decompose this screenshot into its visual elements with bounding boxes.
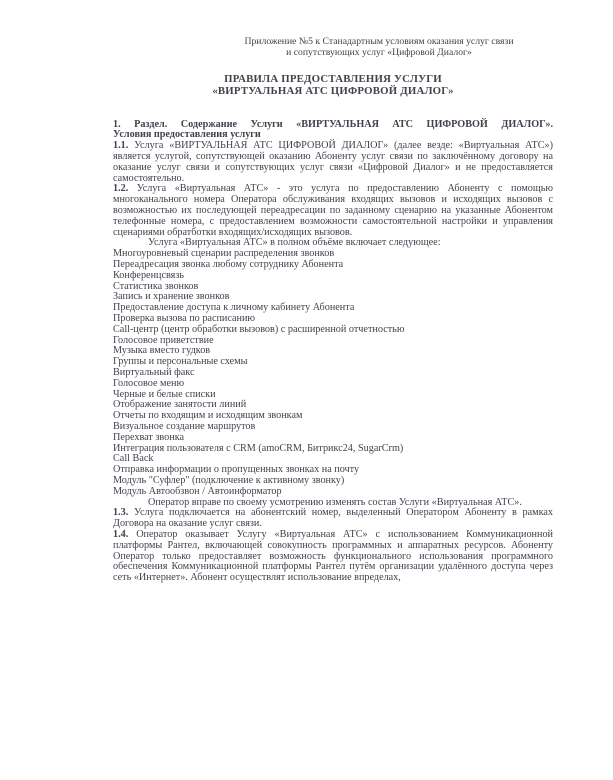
header-note-line1: Приложение №5 к Станадартным условиям оказания услуг связи	[244, 36, 514, 47]
feature-item: Модуль Автообзвон / Автоинформатор	[113, 485, 282, 497]
feature-item: Многоуровневый сценарии распределения звонков	[113, 248, 335, 260]
feature-item: Проверка вызова по расписанию	[113, 312, 256, 324]
clause-text-1-4: Оператор оказывает Услугу «Виртуальная АТС» с использованием Коммуникационной платформы Рантел, включающей совокупность программных и аппаратных ресурсов. Абоненту Оператор только предоставляет возможность функционального использования программного обеспечения Коммуникационной платформы Рантел путём организации удалённого доступа через сеть «Интернет». Абонент осуществлят использование впределах,	[113, 528, 553, 584]
paragraph-1-2	[113, 184, 553, 238]
feature-item: Виртуальный факс	[113, 366, 195, 378]
paragraph-1-3	[113, 508, 553, 530]
feature-item: Перехват звонка	[113, 431, 185, 443]
document-title	[113, 73, 553, 98]
feature-item: Отображение занятости линий	[113, 399, 247, 411]
paragraph-1-4	[113, 530, 553, 584]
clause-number-1-2: 1.2.	[113, 183, 129, 195]
header-note	[203, 36, 555, 59]
clause-text-1-3: Услуга подключается на абонентский номер, выделенный Оператором Абоненту в рамках Договора на оказание услуг связи.	[113, 507, 554, 530]
clause-text-1-2: Услуга «Виртуальная АТС» - это услуга по предоставлению Абоненту с помощью многоканального номера Оператора обслуживания входящих вызовов и исходящих вызовов с возможностью их последующей переадресации по заданному сценарию на указанные Абонентом телефонные номера, с предоставлением возможности самостоятельной настройки и управления сценариями обратботки входящих/исходящих вызовов.	[113, 183, 553, 238]
feature-item: Предоставление доступа к личному кабинету Абонента	[113, 302, 355, 314]
features-intro: Услуга «Виртуальная АТС» в полном объёме включает следующее:	[148, 237, 441, 249]
feature-item: Группы и персональные схемы	[113, 356, 248, 368]
feature-item: Запись и хранение звонков	[113, 291, 230, 303]
feature-item: Call Back	[113, 453, 154, 465]
paragraph-1-1	[113, 141, 553, 184]
section-1-heading	[113, 120, 553, 142]
feature-item: Музыка вместо гудков	[113, 345, 211, 357]
clause-number-1-1: 1.1.	[113, 140, 129, 152]
feature-item: Голосовое меню	[113, 377, 185, 389]
feature-item: Черные и белые списки	[113, 388, 216, 400]
section-1-heading-line1: 1. Раздел. Содержание Услуги «ВИРТУАЛЬНАЯ АТС ЦИФРОВОЙ ДИАЛОГ».	[113, 118, 553, 130]
operator-note: Оператор вправе по своему усмотрению изменять состав Услуги «Виртуальная АТС».	[148, 496, 522, 508]
feature-item: Модуль "Суфлер" (подключение к активному звонку)	[113, 474, 345, 486]
clause-number-1-4: 1.4.	[113, 528, 129, 540]
feature-item: Отчеты по входящим и исходящим звонкам	[113, 410, 303, 422]
document-title-line1: ПРАВИЛА ПРЕДОСТАВЛЕНИЯ УСЛУГИ	[224, 72, 442, 85]
features-list	[113, 249, 553, 497]
document-title-line2: «ВИРТУАЛЬНАЯ АТС ЦИФРОВОЙ ДИАЛОГ»	[212, 85, 454, 98]
feature-item: Конференцсвязь	[113, 269, 185, 281]
header-note-line2: и сопутствующих услуг «Цифровой Диалог»	[286, 47, 472, 59]
section-1-heading-line2: Условия предоставления услуги	[113, 129, 261, 141]
feature-item: Визуальное создание маршрутов	[113, 420, 256, 432]
feature-item: Статистика звонков	[113, 280, 199, 292]
clause-text-1-1: Услуга «ВИРТУАЛЬНАЯ АТС ЦИФРОВОЙ ДИАЛОГ» (далее везде: «Виртуальная АТС») является услугой, сопутствующей оказанию Абоненту услуг связи по заключённому договору на оказание услуг связи и сопутствующих услуг связи «Цифровой Диалог» и не предоставляется самостоятельно.	[113, 140, 553, 184]
feature-item: Голосовое приветствие	[113, 334, 214, 346]
feature-item: Call-центр (центр обработки вызовов) с расширенной отчетностью	[113, 323, 405, 335]
feature-item: Отправка информации о пропущенных звонках на почту	[113, 464, 360, 476]
feature-item: Интеграция пользователя с CRM (amoCRM, Битрикс24, SugarCrm)	[113, 442, 404, 454]
feature-item: Переадресация звонка любому сотруднику Абонента	[113, 258, 344, 270]
clause-number-1-3: 1.3.	[113, 507, 129, 519]
